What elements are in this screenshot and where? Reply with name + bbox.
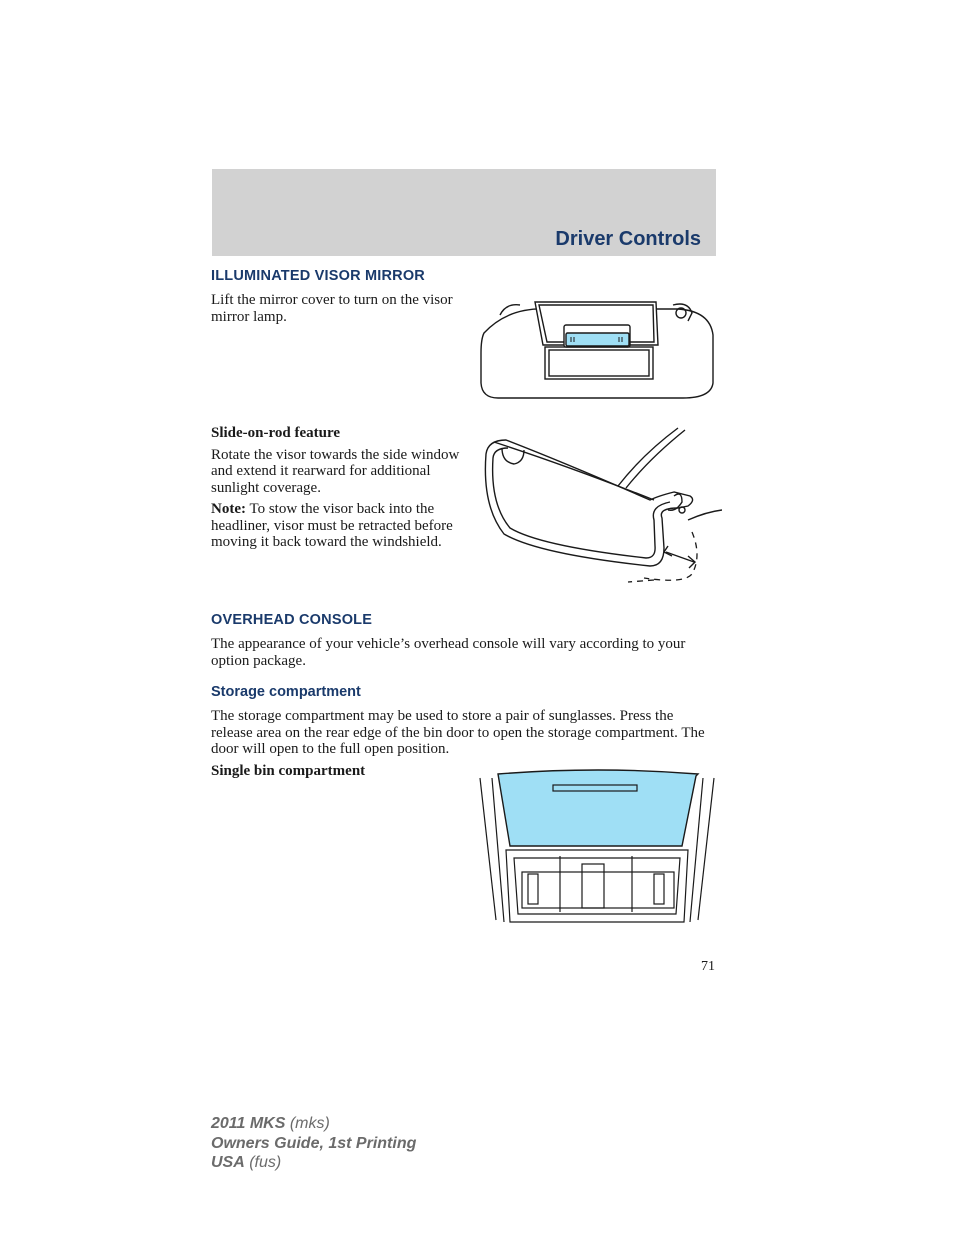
footer-line1 [211, 1114, 416, 1134]
overhead-console-illustration [478, 768, 718, 924]
footer-market: USA [211, 1154, 245, 1171]
heading-storage-compartment: Storage compartment [211, 684, 361, 700]
note-text: To stow the visor back into the headliner, visor must be retracted before moving it back toward the windshield. [211, 501, 453, 550]
header-band [212, 169, 716, 256]
slide-on-rod-heading: Slide-on-rod feature [211, 425, 341, 441]
slide-on-rod-note [211, 501, 461, 551]
footer [211, 1114, 416, 1173]
footer-market-code: (fus) [244, 1154, 282, 1171]
storage-compartment-text: The storage compartment may be used to store a pair of sunglasses. Press the release area on the rear edge of the bin door to open the storage compartment. The door will open to the full open position. [211, 708, 705, 757]
footer-line3 [211, 1153, 416, 1173]
slide-on-rod-block [211, 425, 461, 551]
footer-model: 2011 MKS [211, 1115, 286, 1132]
visor-slide-illustration [478, 426, 722, 590]
note-label: Note: [211, 501, 246, 517]
single-bin-label: Single bin compartment [211, 763, 366, 779]
footer-line2: Owners Guide, 1st Printing [211, 1134, 417, 1152]
slide-on-rod-text: Rotate the visor towards the side window and extend it rearward for additional sunlight coverage. [211, 446, 460, 496]
page-number: 71 [701, 959, 715, 974]
footer-model-code: (mks) [285, 1115, 330, 1132]
visor-mirror-text: Lift the mirror cover to turn on the visor mirror lamp. [211, 292, 453, 325]
section-title: Driver Controls [555, 228, 701, 250]
heading-visor-mirror: ILLUMINATED VISOR MIRROR [211, 268, 425, 284]
heading-overhead-console: OVERHEAD CONSOLE [211, 612, 373, 628]
visor-mirror-illustration [478, 295, 718, 403]
overhead-console-text: The appearance of your vehicle’s overhead console will vary according to your option package. [211, 636, 686, 669]
